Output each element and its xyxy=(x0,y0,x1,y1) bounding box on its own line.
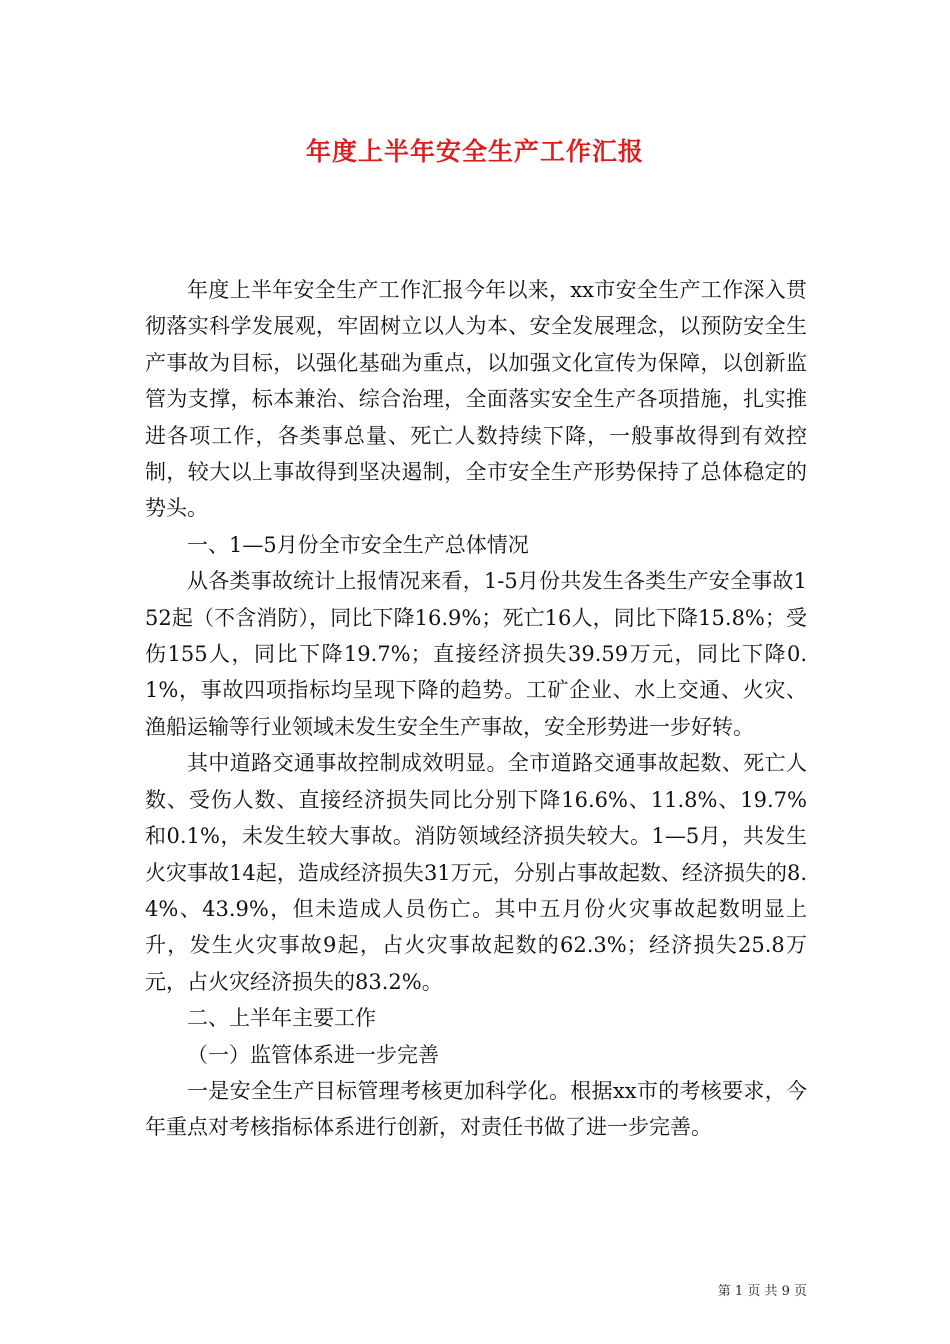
section-heading-2: 二、上半年主要工作 xyxy=(187,1006,376,1031)
statistics-paragraph: 从各类事故统计上报情况来看，1-5月份共发生各类生产安全事故152起（不含消防），同比下降16.9%；死亡16人，同比下降15.8%；受伤155人，同比下降19.7%；直接经济损失39.59万元，同比下降0.1%，事故四项指标均呈现下降的趋势。工矿企业、水上交通、火灾、渔船运输等行业领域未发生安全生产事故，安全形势进一步好转。 xyxy=(145,569,807,739)
intro-paragraph: 年度上半年安全生产工作汇报今年以来，xx市安全生产工作深入贯彻落实科学发展观，牢固树立以人为本、安全发展理念，以预防安全生产事故为目标，以强化基础为重点，以加强文化宣传为保障，以创新监管为支撑，标本兼治、综合治理，全面落实安全生产各项措施，扎实推进各项工作，各类事总量、死亡人数持续下降，一般事故得到有效控制，较大以上事故得到坚决遏制，全市安全生产形势保持了总体稳定的势头。 xyxy=(145,278,807,521)
page-number-footer: 第 1 页 共 9 页 xyxy=(717,1284,807,1299)
document-title: 年度上半年安全生产工作汇报 xyxy=(305,137,644,166)
section-heading-1: 一、1—5月份全市安全生产总体情况 xyxy=(187,532,529,557)
subsection-heading-1: （一）监管体系进一步完善 xyxy=(187,1042,439,1067)
target-management-paragraph: 一是安全生产目标管理考核更加科学化。根据xx市的考核要求，今年重点对考核指标体系进行创新，对责任书做了进一步完善。 xyxy=(145,1078,807,1140)
document-body xyxy=(145,272,807,1146)
road-traffic-paragraph: 其中道路交通事故控制成效明显。全市道路交通事故起数、死亡人数、受伤人数、直接经济损失同比分别下降16.6%、11.8%、19.7%和0.1%，未发生较大事故。消防领域经济损失较大。1—5月，共发生火灾事故14起，造成经济损失31万元，分别占事故起数、经济损失的8.4%、43.9%，但未造成人员伤亡。其中五月份火灾事故起数明显上升，发生火灾事故9起，占火灾事故起数的62.3%；经济损失25.8万元，占火灾经济损失的83.2%。 xyxy=(145,751,807,994)
